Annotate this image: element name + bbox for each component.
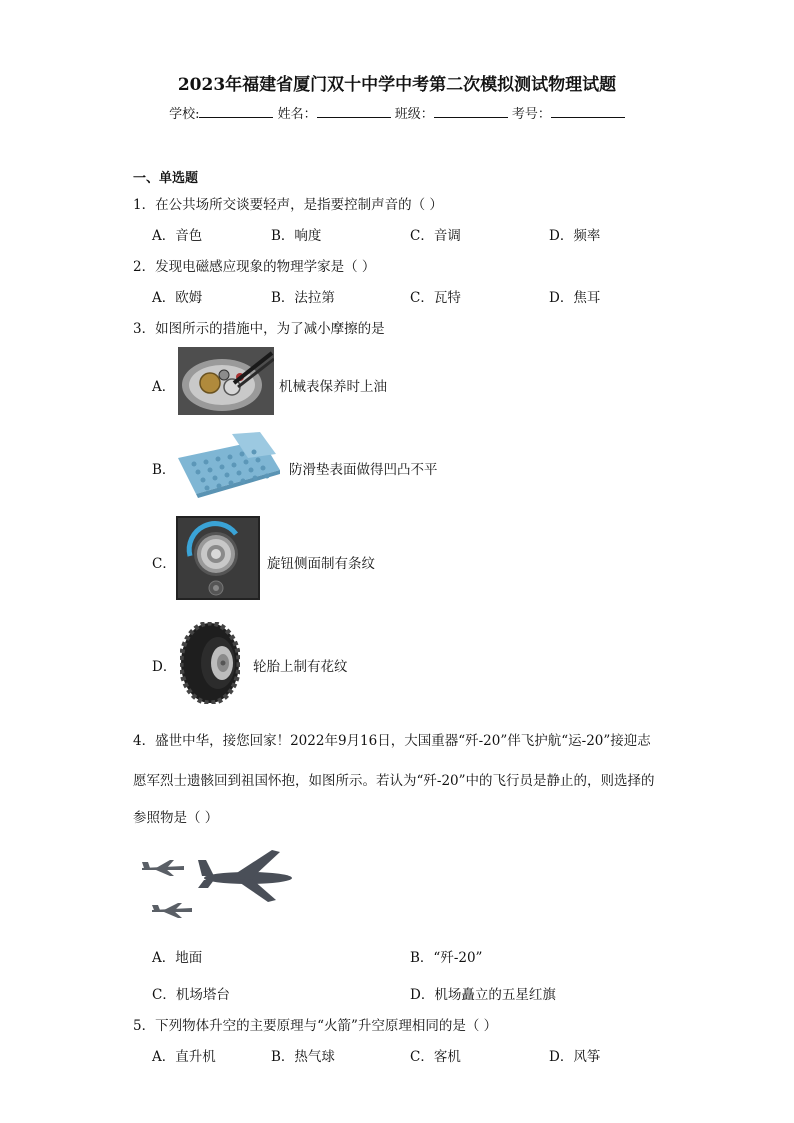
q4-stem-line-3: 参照物是（ ） <box>133 810 219 826</box>
anti-slip-mat-image <box>176 432 282 498</box>
name-label: 姓名： <box>277 107 317 122</box>
student-info-line <box>0 103 794 122</box>
aircraft-formation-image <box>140 848 295 920</box>
q1-stem: 1．在公共场所交谈要轻声，是指要控制声音的（ ） <box>133 197 443 213</box>
q3-option-d-text: 轮胎上制有花纹 <box>253 659 348 675</box>
q2-option-a: A．欧姆 <box>152 290 203 306</box>
q5-stem: 5．下列物体升空的主要原理与“火箭”升空原理相同的是（ ） <box>133 1018 498 1034</box>
school-blank[interactable] <box>199 105 273 118</box>
knob-image <box>176 516 260 600</box>
number-label: 考号： <box>511 107 551 122</box>
q3-option-a-letter: A． <box>152 379 176 395</box>
q1-option-b: B．响度 <box>271 228 322 244</box>
q3-option-c-text: 旋钮侧面制有条纹 <box>267 556 375 572</box>
q3-stem: 3．如图所示的措施中，为了减小摩擦的是 <box>133 321 385 337</box>
q2-option-b: B．法拉第 <box>271 290 335 306</box>
q5-option-a: A．直升机 <box>152 1049 216 1065</box>
section-heading: 一、单选题 <box>133 171 199 186</box>
q4-option-b: B．“歼-20” <box>410 950 483 966</box>
q2-option-d: D．焦耳 <box>549 290 601 306</box>
q4-stem-line-2: 愿军烈士遗骸回到祖国怀抱，如图所示。若认为“歼-20”中的飞行员是静止的，则选择的 <box>133 773 655 789</box>
page-title: 2023年福建省厦门双十中学中考第二次模拟测试物理试题 <box>177 75 617 95</box>
q1-option-a: A．音色 <box>152 228 203 244</box>
q5-option-c: C．客机 <box>410 1049 461 1065</box>
q3-option-b-text: 防滑垫表面做得凹凸不平 <box>289 462 438 478</box>
q4-option-a: A．地面 <box>152 950 203 966</box>
q4-option-d: D．机场矗立的五星红旗 <box>410 987 556 1003</box>
q2-option-c: C．瓦特 <box>410 290 461 306</box>
q5-option-d: D．风筝 <box>549 1049 601 1065</box>
watch-oiling-image <box>178 347 274 415</box>
class-label: 班级： <box>394 107 434 122</box>
number-blank[interactable] <box>551 105 625 118</box>
school-label: 学校: <box>169 107 200 122</box>
q3-option-a-text: 机械表保养时上油 <box>279 379 387 395</box>
q2-stem: 2．发现电磁感应现象的物理学家是（ ） <box>133 259 376 275</box>
q5-option-b: B．热气球 <box>271 1049 335 1065</box>
q1-option-c: C．音调 <box>410 228 461 244</box>
class-blank[interactable] <box>434 105 508 118</box>
q4-option-c: C．机场塔台 <box>152 987 230 1003</box>
q3-option-d-letter: D． <box>152 659 177 675</box>
q3-option-c-letter: C． <box>152 556 176 572</box>
name-blank[interactable] <box>317 105 391 118</box>
q1-option-d: D．频率 <box>549 228 601 244</box>
tire-image <box>180 622 240 704</box>
q4-stem-line-1: 4．盛世中华，接您回家！2022年9月16日，大国重器“歼-20”伴飞护航“运-20”接迎志 <box>133 733 651 749</box>
q3-option-b-letter: B． <box>152 462 176 478</box>
